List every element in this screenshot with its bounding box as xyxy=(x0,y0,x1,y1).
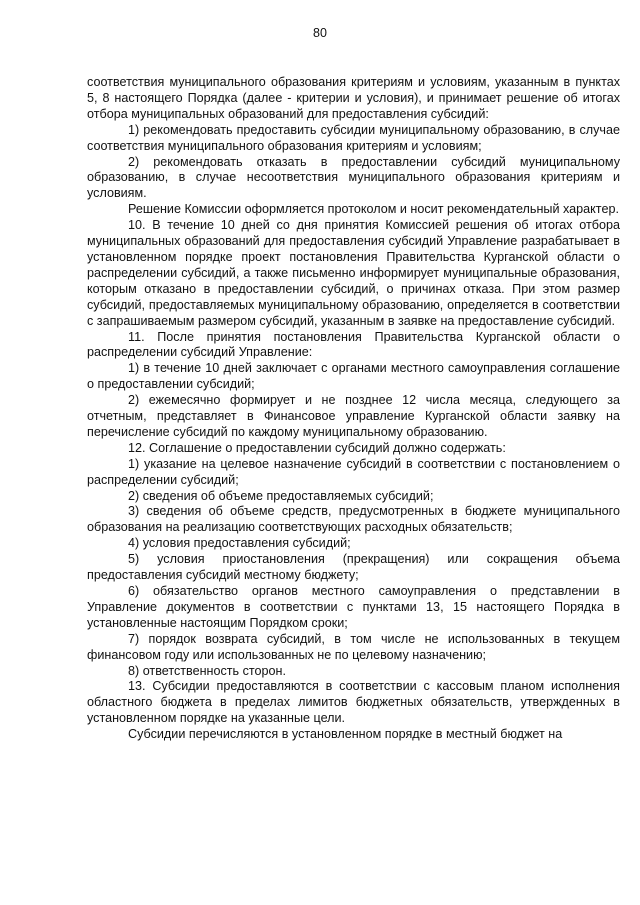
paragraph-p5: 10. В течение 10 дней со дня принятия Комиссией решения об итогах отбора муниципальных образований для предоставления субсидий Управление разрабатывает в установленном порядке проект постановления Правительства Курганской области о распределении субсидий, а также письменно информирует муниципальные образования, которым отказано в предоставлении субсидий, о причинах отказа. При этом размер субсидий, предоставляемых муниципальному образованию, определяется в соответствии с запрашиваемым размером субсидий, указанным в заявке на предоставление субсидий. xyxy=(87,218,620,328)
paragraph-p4: Решение Комиссии оформляется протоколом и носит рекомендательный характер. xyxy=(128,202,619,217)
paragraph-p8: 2) ежемесячно формирует и не позднее 12 числа месяца, следующего за отчетным, представляет в Финансовое управление Курганской области заявку на перечисление субсидий по каждому муниципальному образованию. xyxy=(87,393,620,439)
paragraph-p15: 6) обязательство органов местного самоуправления о представлении в Управление документов в соответствии с пунктами 13, 15 настоящего Порядка в установленные настоящим Порядком сроки; xyxy=(87,584,620,630)
paragraph-p6: 11. После принятия постановления Правительства Курганской области о распределении субсидий Управление: xyxy=(87,329,620,360)
paragraph-p9: 12. Соглашение о предоставлении субсидий должно содержать: xyxy=(128,440,506,455)
paragraph-p19: Субсидии перечисляются в установленном порядке в местный бюджет на xyxy=(128,727,563,742)
page-number: 80 xyxy=(313,26,327,40)
paragraph-p3: 2) рекомендовать отказать в предоставлении субсидий муниципальному образованию, в случае несоответствия муниципального образования критериям и условиям. xyxy=(87,154,620,201)
paragraph-p10: 1) указание на целевое назначение субсидий в соответствии с постановлением о распределении субсидий; xyxy=(87,456,620,487)
paragraph-p11: 2) сведения об объеме предоставляемых субсидий; xyxy=(128,488,434,503)
paragraph-p16: 7) порядок возврата субсидий, в том числе не использованных в текущем финансовом году или использованных не по целевому назначению; xyxy=(87,631,620,662)
paragraph-p14: 5) условия приостановления (прекращения) или сокращения объема предоставления субсидий местному бюджету; xyxy=(87,552,620,583)
paragraph-p12: 3) сведения об объеме средств, предусмотренных в бюджете муниципального образования на реализацию соответствующих расходных обязательств; xyxy=(87,504,620,535)
paragraph-p1: соответствия муниципального образования критериям и условиям, указанным в пунктах 5, 8 настоящего Порядка (далее - критерии и условия), и принимает решение об итогах отбора муниципальных образований для предоставления субсидий: xyxy=(87,75,620,121)
body-text xyxy=(87,75,620,743)
paragraph-p13: 4) условия предоставления субсидий; xyxy=(128,536,351,551)
paragraph-p18: 13. Субсидии предоставляются в соответствии с кассовым планом исполнения областного бюджета в пределах лимитов бюджетных обязательств, утвержденных в установленном порядке на указанные цели. xyxy=(87,679,620,726)
paragraph-p2: 1) рекомендовать предоставить субсидии муниципальному образованию, в случае соответствия муниципального образования критериям и условиям; xyxy=(87,122,620,153)
paragraph-p17: 8) ответственность сторон. xyxy=(128,663,286,678)
paragraph-p7: 1) в течение 10 дней заключает с органами местного самоуправления соглашение о предоставлении субсидий; xyxy=(87,361,620,392)
